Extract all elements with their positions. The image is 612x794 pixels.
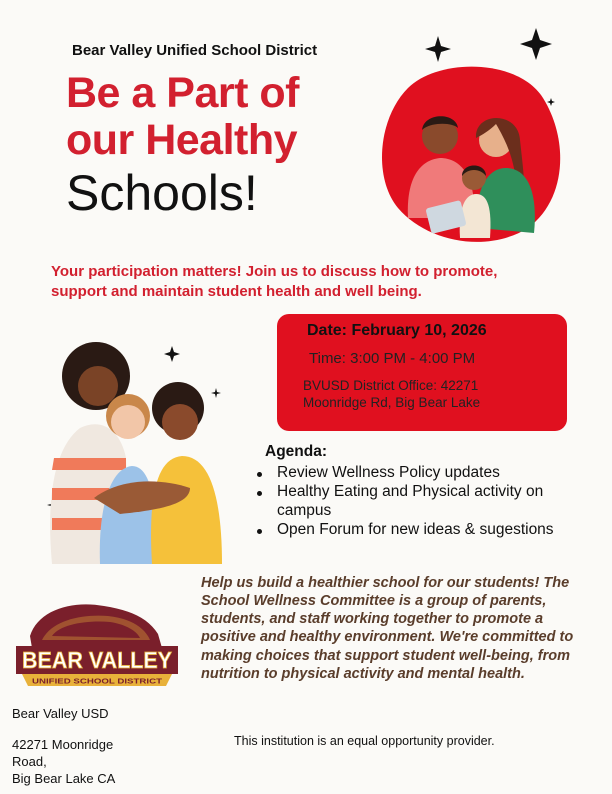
bear-valley-logo (12, 596, 182, 692)
sparkle-icon (164, 346, 180, 362)
footer-address-line: Big Bear Lake CA (12, 770, 116, 786)
logo-wordmark: BEAR VALLEY (22, 647, 172, 673)
agenda-list (264, 464, 594, 540)
event-date: Date: February 10, 2026 (307, 322, 487, 339)
footer-org-name: Bear Valley USD (12, 706, 109, 721)
district-name: Bear Valley Unified School District (72, 42, 318, 59)
intro-text: Your participation matters! Join us to discuss how to promote, support and maintain student health and well being. (51, 263, 498, 300)
sparkle-icon (425, 36, 451, 62)
sparkle-icon (211, 388, 221, 398)
footer-address-line: Road, (12, 753, 47, 769)
page-title (66, 69, 299, 221)
sparkle-icon (520, 28, 552, 60)
agenda-item: Healthy Eating and Physical activity on campus (264, 483, 594, 521)
footer-contact (12, 706, 162, 788)
logo-subtitle: UNIFIED SCHOOL DISTRICT (32, 676, 163, 686)
equal-opportunity-statement: This institution is an equal opportunity provider. (234, 734, 495, 748)
title-line-1: Be a Part of (66, 69, 299, 117)
event-details-box (277, 314, 567, 431)
committee-description: Help us build a healthier school for our students! The School Wellness Committee is a group of parents, students, and staff working together to promote a positive and healthy environment. We're committed to making choices that support student well-being, from nutrition to physical activity and mental health. (201, 575, 574, 682)
footer-address-line: 42271 Moonridge (12, 736, 114, 752)
title-line-3: Schools! (66, 165, 258, 221)
agenda-item: Review Wellness Policy updates (264, 464, 594, 483)
agenda-section (264, 443, 594, 540)
family-hug-illustration (40, 338, 226, 564)
event-location: BVUSD District Office: 42271 Moonridge Rd, Big Bear Lake (303, 378, 481, 410)
event-time: Time: 3:00 PM - 4:00 PM (309, 350, 476, 367)
sparkle-icon (547, 98, 555, 106)
title-line-2: our Healthy (66, 116, 298, 164)
agenda-item: Open Forum for new ideas & sugestions (264, 521, 594, 540)
agenda-heading: Agenda: (265, 443, 327, 460)
family-tablet-illustration (368, 28, 590, 264)
